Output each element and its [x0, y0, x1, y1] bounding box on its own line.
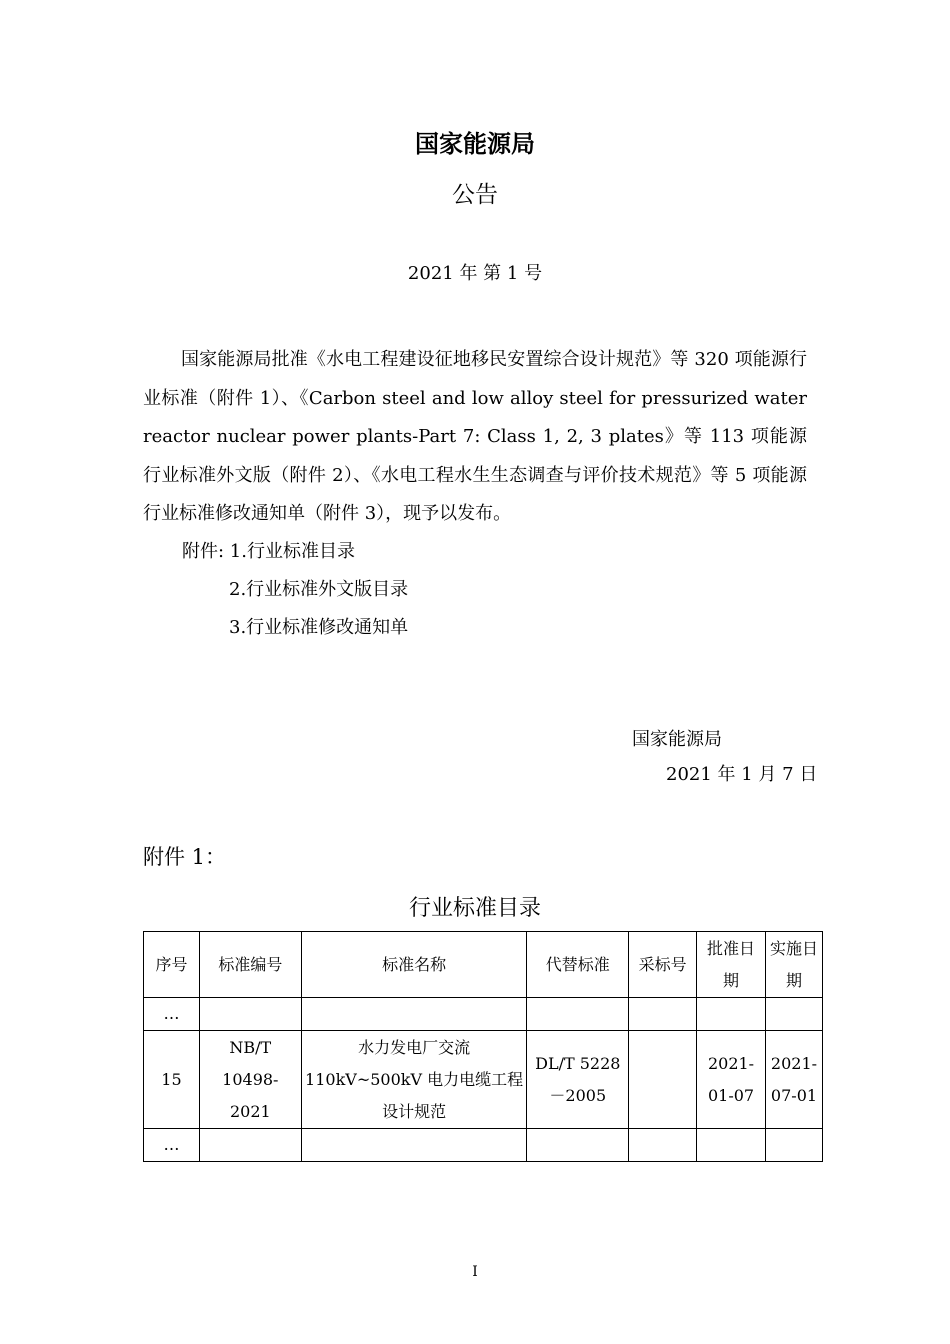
cell-adopted — [629, 1129, 697, 1162]
table-row — [144, 1129, 823, 1162]
table-header-row — [144, 932, 823, 998]
announcement-paragraph: 国家能源局批准《水电工程建设征地移民安置综合设计规范》等 320 项能源行业标准（附件 1）、《Carbon steel and low alloy steel for pressurized water reactor nuclear power plants-Part 7: Class 1, 2, 3 plates》等 113 项能源行业标准外文版（附件 2）、《水电工程水生生态调查与评价技术规范》等 5 项能源行业标准修改通知单（附件 3），现予以发布。 — [143, 349, 807, 524]
attachment-item-3: 3.行业标准修改通知单 — [229, 617, 409, 638]
cell-name — [301, 1129, 527, 1162]
cell-no: 15 — [144, 1031, 200, 1129]
col-header-effective: 实施日期 — [765, 932, 822, 998]
attachment-heading: 附件 1： — [143, 845, 227, 869]
document-type: 公告 — [452, 182, 498, 208]
cell-no: … — [144, 1129, 200, 1162]
cell-name: 水力发电厂交流110kV~500kV 电力电缆工程设计规范 — [301, 1031, 527, 1129]
agency-title: 国家能源局 — [415, 130, 535, 158]
attachment-item-2: 2.行业标准外文版目录 — [229, 579, 409, 600]
cell-approved — [697, 1129, 766, 1162]
signature-issuer: 国家能源局 — [632, 729, 722, 750]
standards-table — [143, 931, 823, 1162]
cell-code — [199, 1129, 301, 1162]
cell-adopted — [629, 998, 697, 1031]
page-number: I — [472, 1264, 478, 1280]
cell-code — [199, 998, 301, 1031]
cell-replaces — [527, 1129, 629, 1162]
table-row — [144, 998, 823, 1031]
cell-effective — [765, 1129, 822, 1162]
cell-approved — [697, 998, 766, 1031]
cell-code: NB/T 10498-2021 — [199, 1031, 301, 1129]
col-header-replaces: 代替标准 — [527, 932, 629, 998]
cell-adopted — [629, 1031, 697, 1129]
cell-effective: 2021-07-01 — [765, 1031, 822, 1129]
cell-no: … — [144, 998, 200, 1031]
cell-approved: 2021-01-07 — [697, 1031, 766, 1129]
attachment-item-1: 附件: 1.行业标准目录 — [182, 541, 355, 562]
table-title: 行业标准目录 — [408, 896, 541, 921]
col-header-adopted: 采标号 — [629, 932, 697, 998]
cell-effective — [765, 998, 822, 1031]
col-header-code: 标准编号 — [199, 932, 301, 998]
cell-name — [301, 998, 527, 1031]
document-number: 2021 年 第 1 号 — [407, 263, 543, 284]
signature-date: 2021 年 1 月 7 日 — [666, 764, 818, 785]
col-header-approved: 批准日期 — [697, 932, 766, 998]
col-header-no: 序号 — [144, 932, 200, 998]
table-row — [144, 1031, 823, 1129]
cell-replaces — [527, 998, 629, 1031]
col-header-name: 标准名称 — [301, 932, 527, 998]
cell-replaces: DL/T 5228－2005 — [527, 1031, 629, 1129]
